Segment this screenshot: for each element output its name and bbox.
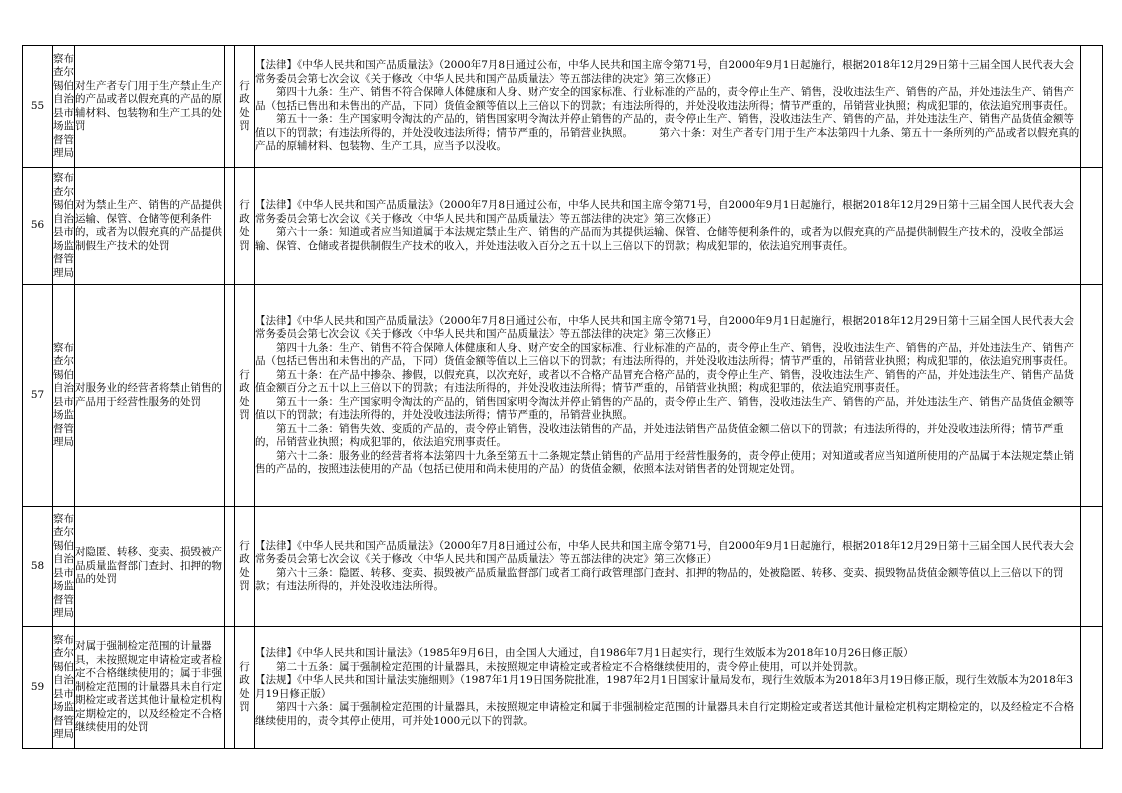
- law-article: 第六十一条：知道或者应当知道属于本法规定禁止生产、销售的产品而为其提供运输、保管、仓储等便利条件的，或者为以假充真的产品提供制假生产技术的，没收全部运输、保管、仓储或者提供制假生产技术的收入，并处违法收入百分之五十以上三倍以下的罚款；构成犯罪的，依法追究刑事责任。: [255, 226, 1064, 252]
- remarks-cell: [1081, 46, 1103, 168]
- implementing-agency: 察布查尔锡伯自治县市场监督管理局: [53, 168, 75, 285]
- penalty-table: [22, 45, 1103, 749]
- law-article: 第五十二条：销售失效、变质的产品的，责令停止销售，没收违法销售的产品，并处违法销售产品货值金额二倍以下的罚款；有违法所得的，并处没收违法所得；情节严重的，吊销营业执照；构成犯罪的，依法追究刑事责任。: [255, 422, 1064, 448]
- legal-basis: [255, 168, 1081, 285]
- penalty-type: 行政处罚: [235, 627, 255, 749]
- spacer-cell: [225, 46, 235, 168]
- remarks-cell: [1081, 285, 1103, 507]
- law-article: 第四十九条：生产、销售不符合保障人体健康和人身、财产安全的国家标准、行业标准的产品的，责令停止生产、销售，没收违法生产、销售的产品，并处违法生产、销售产品（包括已售出和未售出的产品，下同）货值金额等值以上三倍以下的罚款；有违法所得的，并处没收违法所得；情节严重的，吊销营业执照；构成犯罪的，依法追究刑事责任。: [255, 86, 1074, 112]
- penalty-item-name: 对生产者专门用于生产禁止生产的产品或者以假充真的产品的原辅材料、包装物和生产工具的处罚: [75, 46, 225, 168]
- penalty-item-name: 对服务业的经营者将禁止销售的产品用于经营性服务的处罚: [75, 285, 225, 507]
- table-row: [23, 285, 1103, 507]
- penalty-type: 行政处罚: [235, 507, 255, 627]
- legal-basis: [255, 285, 1081, 507]
- law-article: 第六十二条：服务业的经营者将本法第四十九条至第五十二条规定禁止销售的产品用于经营性服务的，责令停止使用；对知道或者应当知道所使用的产品属于本法规定禁止销售的产品的，按照违法使用的产品（包括已使用和尚未使用的产品）的货值金额，依照本法对销售者的处罚规定处罚。: [255, 449, 1074, 475]
- table-row: [23, 168, 1103, 285]
- penalty-item-name: 对属于强制检定范围的计量器具，未按照规定申请检定或者检定不合格继续使用的；属于非强制检定范围的计量器具未自行定期检定或者送其他计量检定机构定期检定的，以及经检定不合格继续使用的处罚: [75, 627, 225, 749]
- law-citation: 【法律】《中华人民共和国产品质量法》（2000年7月8日通过公布，中华人民共和国主席令第71号，自2000年9月1日起施行，根据2018年12月29日第十三届全国人民代表大会常务委员会第七次会议《关于修改〈中华人民共和国产品质量法〉等五部法律的决定》第三次修正）: [255, 59, 1074, 85]
- remarks-cell: [1081, 168, 1103, 285]
- row-number: 57: [23, 285, 53, 507]
- legal-basis: [255, 46, 1081, 168]
- table-row: [23, 507, 1103, 627]
- law-citation: 【法规】《中华人民共和国计量法实施细则》（1987年1月19日国务院批准，1987年2月1日国家计量局发布，现行生效版本为2018年3月19日修正版，现行生效版本为2018年3月19日修正版）: [255, 674, 1074, 700]
- legal-basis: [255, 627, 1081, 749]
- implementing-agency: 察布查尔锡伯自治县市场监督管理局: [53, 507, 75, 627]
- law-citation: 【法律】《中华人民共和国产品质量法》（2000年7月8日通过公布，中华人民共和国主席令第71号，自2000年9月1日起施行，根据2018年12月29日第十三届全国人民代表大会常务委员会第七次会议《关于修改〈中华人民共和国产品质量法〉等五部法律的决定》第三次修正）: [255, 314, 1074, 340]
- table-row: [23, 46, 1103, 168]
- law-citation: 【法律】《中华人民共和国产品质量法》（2000年7月8日通过公布，中华人民共和国主席令第71号，自2000年9月1日起施行，根据2018年12月29日第十三届全国人民代表大会常务委员会第七次会议《关于修改〈中华人民共和国产品质量法〉等五部法律的决定》第三次修正）: [255, 199, 1074, 225]
- law-article: 第二十五条：属于强制检定范围的计量器具，未按照规定申请检定或者检定不合格继续使用的，责令停止使用，可以并处罚款。: [276, 660, 864, 673]
- legal-basis: [255, 507, 1081, 627]
- spacer-cell: [225, 507, 235, 627]
- implementing-agency: 察布查尔锡伯自治县市场监督管理局: [53, 46, 75, 168]
- row-number: 58: [23, 507, 53, 627]
- remarks-cell: [1081, 627, 1103, 749]
- implementing-agency: 察布查尔锡伯自治县市场监督管理局: [53, 627, 75, 749]
- law-article: 第四十九条：生产、销售不符合保障人体健康和人身、财产安全的国家标准、行业标准的产品的，责令停止生产、销售，没收违法生产、销售的产品，并处违法生产、销售产品（包括已售出和未售出的产品，下同）货值金额等值以上三倍以下的罚款；有违法所得的，并处没收违法所得；情节严重的，吊销营业执照；构成犯罪的，依法追究刑事责任。: [255, 341, 1074, 367]
- spacer-cell: [225, 168, 235, 285]
- law-citation: 【法律】《中华人民共和国计量法》（1985年9月6日，由全国人大通过，自1986年7月1日起实行，现行生效版本为2018年10月26日修正版）: [255, 647, 914, 659]
- implementing-agency: 察布查尔锡伯自治县市场监督管理局: [53, 285, 75, 507]
- row-number: 56: [23, 168, 53, 285]
- law-article: 第四十六条：属于强制检定范围的计量器具，未按照规定申请检定和属于非强制检定范围的计量器具未自行定期检定或者送其他计量检定机构定期检定的，以及经检定不合格继续使用的，责令其停止使用，可并处1000元以下的罚款。: [255, 701, 1074, 727]
- penalty-item-name: 对隐匿、转移、变卖、损毁被产品质量监督部门查封、扣押的物品的处罚: [75, 507, 225, 627]
- row-number: 59: [23, 627, 53, 749]
- row-number: 55: [23, 46, 53, 168]
- spacer-cell: [225, 627, 235, 749]
- penalty-type: 行政处罚: [235, 168, 255, 285]
- penalty-item-name: 对为禁止生产、销售的产品提供运输、保管、仓储等便利条件的，或者为以假充真的产品提供制假生产技术的处罚: [75, 168, 225, 285]
- law-article: 第五十一条：生产国家明令淘汰的产品的，销售国家明令淘汰并停止销售的产品的，责令停止生产、销售，没收违法生产、销售的产品，并处违法生产、销售产品货值金额等值以下的罚款；有违法所得的，并处没收违法所得；情节严重的，吊销营业执照。 第六十条：对生产者专门用于生产本法第四十九条、第五十一条所列的产品或者以假充真的产品的原辅材料、包装物、生产工具，应当予以没收。: [255, 113, 1080, 153]
- law-article: 第六十三条：隐匿、转移、变卖、损毁被产品质量监督部门或者工商行政管理部门查封、扣押的物品的，处被隐匿、转移、变卖、损毁物品货值金额等值以上三倍以下的罚款；有违法所得的，并处没收违法所得。: [255, 566, 1064, 592]
- remarks-cell: [1081, 507, 1103, 627]
- law-citation: 【法律】《中华人民共和国产品质量法》（2000年7月8日通过公布，中华人民共和国主席令第71号，自2000年9月1日起施行，根据2018年12月29日第十三届全国人民代表大会常务委员会第七次会议《关于修改〈中华人民共和国产品质量法〉等五部法律的决定》第三次修正）: [255, 539, 1074, 565]
- penalty-type: 行政处罚: [235, 46, 255, 168]
- law-article: 第五十条：在产品中掺杂、掺假，以假充真，以次充好，或者以不合格产品冒充合格产品的，责令停止生产、销售，没收违法生产、销售的产品，并处违法生产、销售产品货值金额百分之五十以上三倍以下的罚款；有违法所得的，并处没收违法所得；情节严重的，吊销营业执照；构成犯罪的，依法追究刑事责任。: [255, 368, 1074, 394]
- penalty-type: 行政处罚: [235, 285, 255, 507]
- table-row: [23, 627, 1103, 749]
- spacer-cell: [225, 285, 235, 507]
- law-article: 第五十一条：生产国家明令淘汰的产品的，销售国家明令淘汰并停止销售的产品的，责令停止生产、销售，没收违法生产、销售的产品，并处违法生产、销售产品货值金额等值以下的罚款；有违法所得的，并处没收违法所得；情节严重的，吊销营业执照。: [255, 395, 1074, 421]
